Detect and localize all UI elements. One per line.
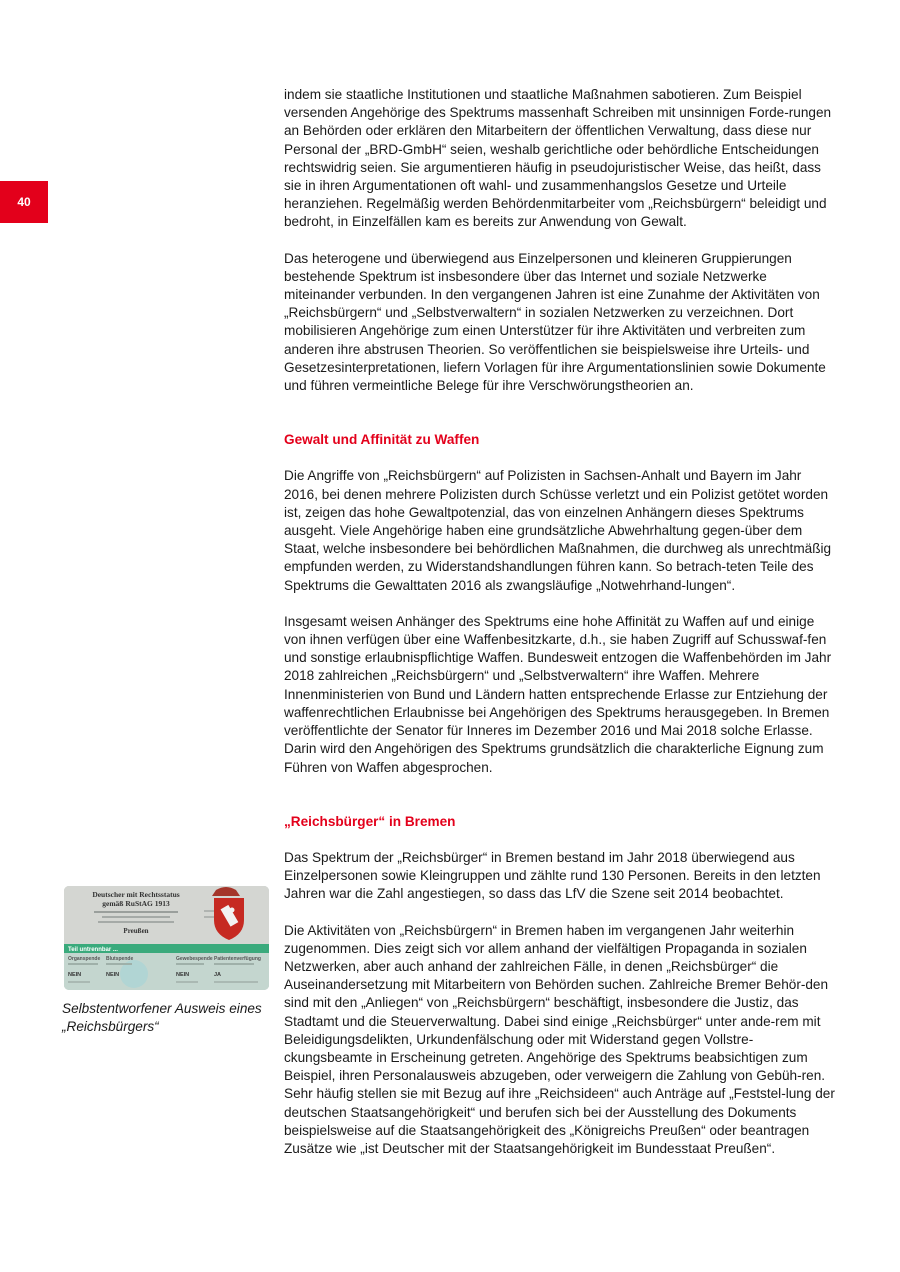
paragraph: Das Spektrum der „Reichsbürger“ in Bremen bestand im Jahr 2018 überwiegend aus Einzelpersonen sowie Kleingruppen und zählte rund 130 Personen. Bereits in den letzten Jahren war die Zahl angestiegen, so dass das LfV die Szene seit 2014 beobachtet. — [284, 849, 821, 902]
id-card-line2: gemäß RuStAG 1913 — [102, 899, 170, 908]
paragraph: indem sie staatliche Institutionen und staatliche Maßnahmen sabotieren. Zum Beispiel versenden Angehörige des Spektrums massenhaft Schreiben mit unsinnigen Forde-rungen an Behörden oder erklären den Mitarbeitern der öffentlichen Verwaltung, dass diese nur Personal der „BRD-GmbH“ seien, weshalb gerichtliche oder behördliche Entscheidungen rechtswidrig seien. Sie argumentieren häufig in pseudojuristischer Weise, das heißt, dass sie in ihren Argumentationen oft wahl- und zusammenhangslos Gesetze und Urteile heranziehen. Regelmäßig werden Behördenmitarbeiter vom „Reichsbürgern“ beleidigt und bedroht, in Einzelfällen kam es bereits zur Anwendung von Gewalt. — [284, 87, 832, 230]
main-text-column — [284, 86, 836, 1158]
image-caption: Selbstentworfener Ausweis eines „Reichsbürgers“ — [62, 1001, 262, 1035]
id-card-image — [64, 886, 269, 990]
id-card-col-label: Organspende — [68, 956, 101, 962]
id-card-col-value: NEIN — [176, 972, 190, 978]
section-heading: Gewalt und Affinität zu Waffen — [284, 432, 480, 448]
id-card-col-label: Patientenverfügung — [214, 956, 261, 962]
paragraph: Das heterogene und überwiegend aus Einzelpersonen und kleineren Gruppierungen bestehende Spektrum ist insbesondere über das Internet und soziale Netzwerke miteinander verbunden. In den vergangenen Jahren ist eine Zunahme der Aktivitäten von „Reichsbürgern“ und „Selbstverwaltern“ in sozialen Netzwerken zu verzeichnen. Dort mobilisieren Angehörige zum einen Unterstützer für ihre Aktivitäten und verbreiten zum anderen ihre abstrusen Theorien. So veröffentlichen sie beispielsweise ihre Urteils- und Gesetzesinterpretationen, liefern Vorlagen für ihre Argumentationslinien sowie Dokumente und führen vermeintliche Belege für ihre Verschwörungstheorien an. — [284, 250, 826, 394]
page-number-tab: 40 — [0, 181, 48, 223]
id-card-col-label: Gewebespende — [176, 956, 213, 962]
id-card-col-label: Blutspende — [106, 956, 134, 962]
section-heading: „Reichsbürger“ in Bremen — [284, 813, 456, 829]
id-card-banner: Teil untrennbar ... — [68, 947, 118, 953]
id-card-col-value: NEIN — [68, 972, 82, 978]
paragraph: Die Aktivitäten von „Reichsbürgern“ in Bremen haben im vergangenen Jahr weiterhin zugenommen. Dies zeigt sich vor allem anhand der vielfältigen Propaganda in sozialen Netzwerken, aber auch anhand der zahlreichen Fälle, in denen „Reichsbürger“ die Auseinandersetzung mit Mitarbeitern von Behörden suchen. Zahlreiche Bremer Behör-den sind mit den „Anliegen“ von „Reichsbürgern“ beschäftigt, insbesondere die Justiz, das Stadtamt und die Steuerverwaltung. Dabei sind einige „Reichsbürger“ unter ande-rem mit Beleidigungsdelikten, Urkundenfälschung oder mit Widerstand gegen Vollstre-ckungsbeamte in Erscheinung getreten. Angehörige des Spektrums beabsichtigen zum Beispiel, ihren Personalausweis abzugeben, oder verweigern die Zahlung von Gebüh-ren. Sehr häufig stellen sie mit Bezug auf ihre „Reichsideen“ auch Anträge auf „Feststel-lung der deutschen Staatsangehörigkeit“ und berufen sich bei der Ausstellung des Dokuments beispielsweise auf die Staatsangehörigkeit des „Königreichs Preußen“ oder beantragen Zusätze wie „ist Deutscher mit der Staatsangehörigkeit im Bundesstaat Preußen“. — [284, 922, 835, 1156]
paragraph: Die Angriffe von „Reichsbürgern“ auf Polizisten in Sachsen-Anhalt und Bayern im Jahr 2016, bei denen mehrere Polizisten durch Schüsse verletzt und ein Polizist getötet worden ist, zeigen das hohe Gewaltpotenzial, das von einzelnen Anhängern dieses Spektrums ausgeht. Viele Angehörige haben eine grundsätzliche Abwehrhaltung gegen-über dem Staat, welche insbesondere bei behördlichen Maßnahmen, die durchweg als unrechtmäßig empfunden werden, zu Widerstandshandlungen führen kann. So betrach-teten Teile des Spektrums die Gewalttaten 2016 als zwangsläufige „Notwehrhand-lungen“. — [284, 468, 832, 593]
id-card-line3: Preußen — [123, 927, 149, 935]
id-card-col-value: NEIN — [106, 972, 120, 978]
paragraph: Insgesamt weisen Anhänger des Spektrums eine hohe Affinität zu Waffen auf und einige von ihnen verfügen über eine Waffenbesitzkarte, d.h., sie haben Zugriff auf Schusswaf-fen und sonstige erlaubnispflichtige Waffen. Bundesweit entzogen die Waffenbehörden im Jahr 2018 zahlreichen „Reichsbürgern“ und „Selbstverwaltern“ ihre Waffen. Mehrere Innenministerien von Bund und Ländern hatten entsprechende Erlasse zur Entziehung der waffenrechtlichen Erlaubnisse bei Angehörigen des Spektrums herausgegeben. In Bremen veröffentlichte der Senator für Inneres im Dezember 2016 und Mai 2018 solche Erlasse. Darin wird den Angehörigen des Spektrums grundsätzlich die charakterliche Eignung zum Führen von Waffen abgesprochen. — [284, 613, 832, 775]
id-card-line1: Deutscher mit Rechtsstatus — [92, 890, 180, 899]
id-card-col-value: JA — [214, 972, 222, 978]
